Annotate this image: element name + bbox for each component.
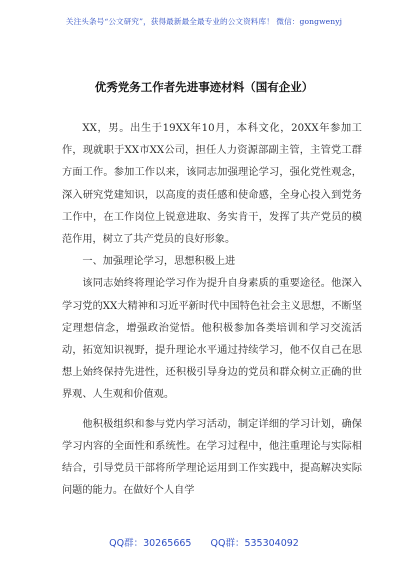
footer-contact xyxy=(0,535,408,549)
paragraph-intro: XX，男。出生于19XX年10月，本科文化，20XX年参加工作，现就职于XX市XX公司，担任人力资源部副主管，主管党工群方面工作。参加工作以来，该同志加强理论学习，强化党性观念，深入研究党建知识，以高度的责任感和使命感，全身心投入到党务工作中，在工作岗位上锐意进取、务实肯干，发挥了共产党员的模范作用，树立了共产党员的良好形象。 xyxy=(62,123,362,246)
paragraph-activities: 他积极组织和参与党内学习活动，制定详细的学习计划，确保学习内容的全面性和系统性。在学习过程中，他注重理论与实际相结合，引导党员干部将所学理论运用到工作实践中，提高解决实际问题的能力。在做好个人自学 xyxy=(62,418,362,497)
paragraph-study: 该同志始终将理论学习作为提升自身素质的重要途径。他深入学习党的XX大精神和习近平新时代中国特色社会主义思想，不断坚定理想信念，增强政治觉悟。他积极参加各类培训和学习交流活动，拓宽知识视野，提升理论水平通过持续学习，他不仅自己在思想上始终保持先进性，还积极引导身边的党员和群众树立正确的世界观、人生观和价值观。 xyxy=(62,278,362,401)
document-body xyxy=(62,118,362,502)
document-title: 优秀党务工作者先进事迹材料（国有企业） xyxy=(94,80,314,94)
footer-qq-group-1: QQ群：30265665 xyxy=(109,538,192,549)
header-notice: 关注头条号“公文研究”，获得最新最全最专业的公文资料库！ 微信：gongwenyj xyxy=(65,17,343,26)
footer-qq-group-2: QQ群：535304092 xyxy=(210,538,299,549)
section-heading-1: 一、加强理论学习，思想积极上进 xyxy=(82,256,236,268)
